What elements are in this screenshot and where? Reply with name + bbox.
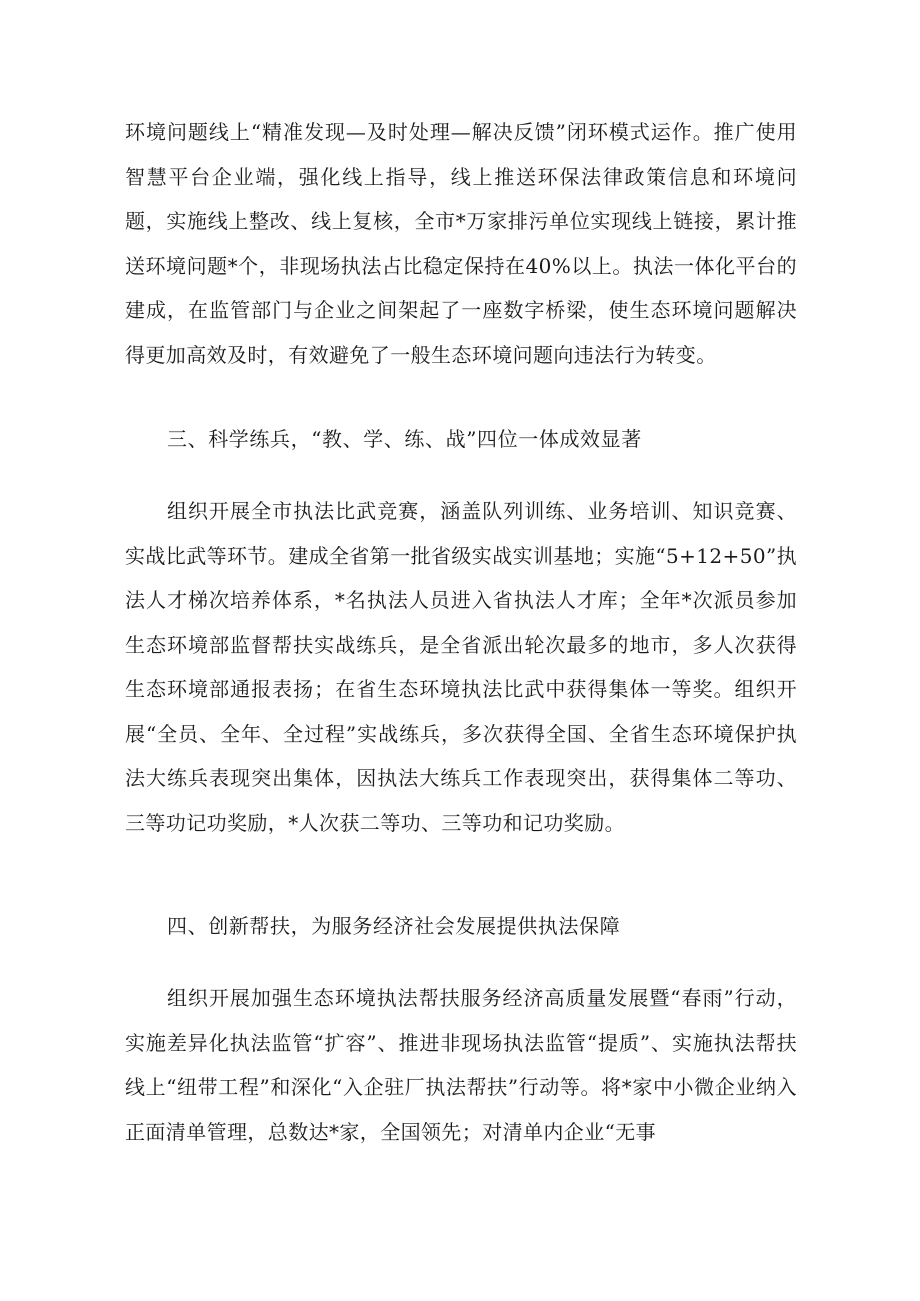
section-heading-three: 三、科学练兵，“教、学、练、战”四位一体成效显著: [167, 427, 642, 451]
paragraph-intro: 环境问题线上“精准发现—及时处理—解决反馈”闭环模式运作。推广使用智慧平台企业端，强化线上指导，线上推送环保法律政策信息和环境问题，实施线上整改、线上复核，全市*万家排污单位实现线上链接，累计推送环境问题*个，非现场执法占比稳定保持在40%以上。执法一体化平台的建成，在监管部门与企业之间架起了一座数字桥梁，使生态环境问题解决得更加高效及时，有效避免了一般生态环境问题向违法行为转变。: [125, 120, 797, 367]
paragraph-section-three: 组织开展全市执法比武竞赛，涵盖队列训练、业务培训、知识竞赛、实战比武等环节。建成全省第一批省级实战实训基地；实施“5+12+50”执法人才梯次培养体系，*名执法人员进入省执法人才库；全年*次派员参加生态环境部监督帮扶实战练兵，是全省派出轮次最多的地市，多人次获得生态环境部通报表扬；在省生态环境执法比武中获得集体一等奖。组织开展“全员、全年、全过程”实战练兵，多次获得全国、全省生态环境保护执法大练兵表现突出集体，因执法大练兵工作表现突出，获得集体二等功、三等功记功奖励，*人次获二等功、三等功和记功奖励。: [125, 499, 797, 835]
paragraph-section-four: 组织开展加强生态环境执法帮扶服务经济高质量发展暨“春雨”行动，实施差异化执法监管“扩容”、推进非现场执法监管“提质”、实施执法帮扶线上“纽带工程”和深化“入企驻厂执法帮扶”行动等。将*家中小微企业纳入正面清单管理，总数达*家，全国领先；对清单内企业“无事: [125, 986, 797, 1144]
section-heading-four: 四、创新帮扶，为服务经济社会发展提供执法保障: [167, 914, 621, 938]
